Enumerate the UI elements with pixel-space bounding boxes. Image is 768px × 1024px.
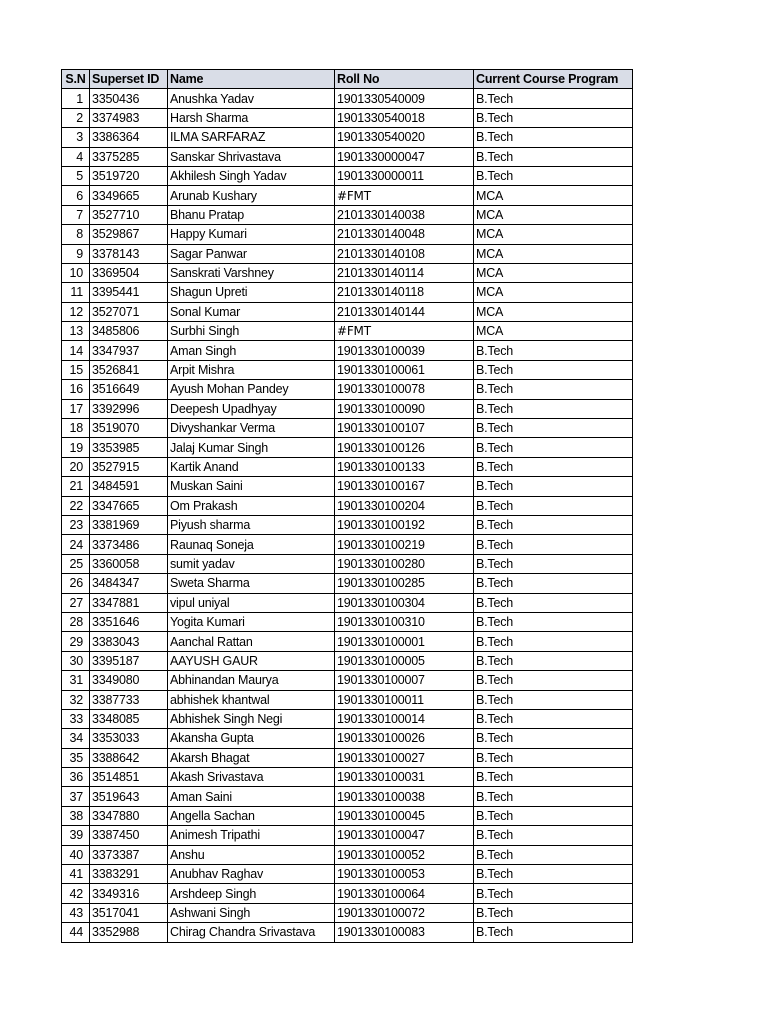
table-row — [62, 748, 633, 767]
cell-serial-number: 29 — [62, 632, 90, 651]
cell-superset-id: 3349080 — [90, 671, 168, 690]
cell-course-program: B.Tech — [474, 360, 633, 379]
cell-name: Jalaj Kumar Singh — [168, 438, 335, 457]
cell-serial-number: 39 — [62, 826, 90, 845]
table-row — [62, 903, 633, 922]
cell-course-program: B.Tech — [474, 108, 633, 127]
cell-name: Akhilesh Singh Yadav — [168, 166, 335, 185]
cell-course-program: B.Tech — [474, 457, 633, 476]
cell-course-program: B.Tech — [474, 884, 633, 903]
cell-superset-id: 3347880 — [90, 806, 168, 825]
table-row — [62, 477, 633, 496]
cell-roll-no: 1901330000011 — [335, 166, 474, 185]
cell-serial-number: 4 — [62, 147, 90, 166]
cell-superset-id: 3383043 — [90, 632, 168, 651]
table-row — [62, 865, 633, 884]
cell-roll-no: 1901330100126 — [335, 438, 474, 457]
table-row — [62, 205, 633, 224]
cell-course-program: MCA — [474, 205, 633, 224]
cell-course-program: B.Tech — [474, 554, 633, 573]
cell-serial-number: 16 — [62, 380, 90, 399]
cell-roll-no: #FMT — [335, 322, 474, 341]
cell-serial-number: 13 — [62, 322, 90, 341]
cell-roll-no: 1901330100133 — [335, 457, 474, 476]
table-row — [62, 166, 633, 185]
cell-superset-id: 3485806 — [90, 322, 168, 341]
cell-serial-number: 2 — [62, 108, 90, 127]
cell-serial-number: 6 — [62, 186, 90, 205]
cell-superset-id: 3351646 — [90, 612, 168, 631]
cell-superset-id: 3375285 — [90, 147, 168, 166]
table-row — [62, 923, 633, 942]
cell-name: ILMA SARFARAZ — [168, 128, 335, 147]
cell-name: Abhinandan Maurya — [168, 671, 335, 690]
table-row — [62, 574, 633, 593]
cell-name: Sonal Kumar — [168, 302, 335, 321]
cell-course-program: B.Tech — [474, 903, 633, 922]
cell-course-program: MCA — [474, 244, 633, 263]
cell-roll-no: #FMT — [335, 186, 474, 205]
cell-name: Ashwani Singh — [168, 903, 335, 922]
cell-superset-id: 3484347 — [90, 574, 168, 593]
cell-course-program: B.Tech — [474, 341, 633, 360]
cell-roll-no: 1901330100304 — [335, 593, 474, 612]
cell-course-program: B.Tech — [474, 593, 633, 612]
cell-course-program: B.Tech — [474, 671, 633, 690]
cell-superset-id: 3369504 — [90, 263, 168, 282]
cell-name: Piyush sharma — [168, 515, 335, 534]
student-table — [61, 69, 633, 943]
cell-serial-number: 42 — [62, 884, 90, 903]
cell-serial-number: 8 — [62, 225, 90, 244]
cell-roll-no: 1901330100078 — [335, 380, 474, 399]
table-row — [62, 399, 633, 418]
table-row — [62, 438, 633, 457]
cell-course-program: B.Tech — [474, 865, 633, 884]
cell-roll-no: 1901330100285 — [335, 574, 474, 593]
cell-course-program: B.Tech — [474, 845, 633, 864]
cell-name: Sanskrati Varshney — [168, 263, 335, 282]
cell-superset-id: 3373486 — [90, 535, 168, 554]
table-row — [62, 225, 633, 244]
cell-course-program: MCA — [474, 322, 633, 341]
cell-serial-number: 44 — [62, 923, 90, 942]
cell-name: Harsh Sharma — [168, 108, 335, 127]
cell-superset-id: 3387450 — [90, 826, 168, 845]
cell-serial-number: 14 — [62, 341, 90, 360]
cell-roll-no: 1901330100310 — [335, 612, 474, 631]
cell-course-program: B.Tech — [474, 496, 633, 515]
cell-name: Abhishek Singh Negi — [168, 709, 335, 728]
cell-roll-no: 1901330540009 — [335, 89, 474, 108]
cell-roll-no: 1901330100280 — [335, 554, 474, 573]
cell-superset-id: 3527710 — [90, 205, 168, 224]
cell-name: Arunab Kushary — [168, 186, 335, 205]
header-serial-number: S.N — [62, 70, 90, 89]
cell-roll-no: 2101330140048 — [335, 225, 474, 244]
cell-superset-id: 3347937 — [90, 341, 168, 360]
header-name: Name — [168, 70, 335, 89]
cell-serial-number: 25 — [62, 554, 90, 573]
cell-roll-no: 1901330100072 — [335, 903, 474, 922]
cell-course-program: B.Tech — [474, 806, 633, 825]
cell-serial-number: 22 — [62, 496, 90, 515]
cell-serial-number: 26 — [62, 574, 90, 593]
cell-name: Angella Sachan — [168, 806, 335, 825]
cell-roll-no: 1901330100039 — [335, 341, 474, 360]
table-row — [62, 690, 633, 709]
cell-name: Aanchal Rattan — [168, 632, 335, 651]
table-row — [62, 535, 633, 554]
cell-serial-number: 37 — [62, 787, 90, 806]
cell-course-program: B.Tech — [474, 166, 633, 185]
cell-name: sumit yadav — [168, 554, 335, 573]
cell-name: Akansha Gupta — [168, 729, 335, 748]
cell-name: Arshdeep Singh — [168, 884, 335, 903]
cell-superset-id: 3526841 — [90, 360, 168, 379]
cell-roll-no: 1901330100052 — [335, 845, 474, 864]
cell-roll-no: 1901330100107 — [335, 419, 474, 438]
cell-serial-number: 33 — [62, 709, 90, 728]
cell-roll-no: 2101330140114 — [335, 263, 474, 282]
cell-serial-number: 9 — [62, 244, 90, 263]
cell-superset-id: 3484591 — [90, 477, 168, 496]
cell-superset-id: 3387733 — [90, 690, 168, 709]
cell-course-program: MCA — [474, 225, 633, 244]
cell-serial-number: 36 — [62, 768, 90, 787]
cell-superset-id: 3374983 — [90, 108, 168, 127]
cell-course-program: B.Tech — [474, 128, 633, 147]
cell-roll-no: 1901330100204 — [335, 496, 474, 515]
table-header — [62, 70, 633, 89]
cell-roll-no: 1901330540018 — [335, 108, 474, 127]
table-row — [62, 283, 633, 302]
cell-roll-no: 1901330100011 — [335, 690, 474, 709]
table-row — [62, 147, 633, 166]
cell-serial-number: 30 — [62, 651, 90, 670]
cell-name: Sweta Sharma — [168, 574, 335, 593]
cell-name: Shagun Upreti — [168, 283, 335, 302]
cell-superset-id: 3360058 — [90, 554, 168, 573]
cell-course-program: B.Tech — [474, 632, 633, 651]
header-roll-no: Roll No — [335, 70, 474, 89]
cell-course-program: B.Tech — [474, 729, 633, 748]
cell-serial-number: 7 — [62, 205, 90, 224]
table-body — [62, 89, 633, 942]
cell-name: Arpit Mishra — [168, 360, 335, 379]
table-row — [62, 593, 633, 612]
table-row — [62, 806, 633, 825]
table-row — [62, 186, 633, 205]
cell-roll-no: 1901330100045 — [335, 806, 474, 825]
cell-superset-id: 3529867 — [90, 225, 168, 244]
cell-superset-id: 3381969 — [90, 515, 168, 534]
table-row — [62, 457, 633, 476]
cell-superset-id: 3352988 — [90, 923, 168, 942]
table-row — [62, 651, 633, 670]
cell-name: Muskan Saini — [168, 477, 335, 496]
cell-superset-id: 3350436 — [90, 89, 168, 108]
cell-name: Om Prakash — [168, 496, 335, 515]
table-row — [62, 263, 633, 282]
table-row — [62, 108, 633, 127]
cell-superset-id: 3527071 — [90, 302, 168, 321]
table-row — [62, 380, 633, 399]
cell-superset-id: 3514851 — [90, 768, 168, 787]
cell-superset-id: 3347665 — [90, 496, 168, 515]
cell-course-program: B.Tech — [474, 89, 633, 108]
cell-name: Anshu — [168, 845, 335, 864]
cell-course-program: B.Tech — [474, 535, 633, 554]
table-row — [62, 729, 633, 748]
cell-course-program: MCA — [474, 263, 633, 282]
cell-superset-id: 3519643 — [90, 787, 168, 806]
cell-roll-no: 1901330100038 — [335, 787, 474, 806]
cell-superset-id: 3353033 — [90, 729, 168, 748]
cell-roll-no: 1901330100061 — [335, 360, 474, 379]
table-row — [62, 341, 633, 360]
table-row — [62, 322, 633, 341]
table-row — [62, 360, 633, 379]
cell-course-program: B.Tech — [474, 574, 633, 593]
cell-name: abhishek khantwal — [168, 690, 335, 709]
cell-name: Divyshankar Verma — [168, 419, 335, 438]
table-row — [62, 302, 633, 321]
cell-serial-number: 34 — [62, 729, 90, 748]
cell-name: AAYUSH GAUR — [168, 651, 335, 670]
table-row — [62, 845, 633, 864]
cell-course-program: B.Tech — [474, 477, 633, 496]
cell-serial-number: 38 — [62, 806, 90, 825]
cell-serial-number: 15 — [62, 360, 90, 379]
cell-name: Sagar Panwar — [168, 244, 335, 263]
cell-course-program: B.Tech — [474, 787, 633, 806]
cell-roll-no: 1901330100014 — [335, 709, 474, 728]
cell-serial-number: 32 — [62, 690, 90, 709]
cell-course-program: B.Tech — [474, 651, 633, 670]
cell-roll-no: 2101330140108 — [335, 244, 474, 263]
cell-name: Raunaq Soneja — [168, 535, 335, 554]
cell-course-program: MCA — [474, 283, 633, 302]
cell-name: Surbhi Singh — [168, 322, 335, 341]
header-superset-id: Superset ID — [90, 70, 168, 89]
cell-serial-number: 20 — [62, 457, 90, 476]
cell-serial-number: 27 — [62, 593, 90, 612]
cell-name: Chirag Chandra Srivastava — [168, 923, 335, 942]
cell-serial-number: 28 — [62, 612, 90, 631]
table-row — [62, 89, 633, 108]
cell-superset-id: 3348085 — [90, 709, 168, 728]
table-row — [62, 768, 633, 787]
table-row — [62, 612, 633, 631]
cell-superset-id: 3347881 — [90, 593, 168, 612]
cell-name: Sanskar Shrivastava — [168, 147, 335, 166]
cell-name: Yogita Kumari — [168, 612, 335, 631]
cell-course-program: B.Tech — [474, 438, 633, 457]
cell-name: Aman Saini — [168, 787, 335, 806]
header-course-program: Current Course Program — [474, 70, 633, 89]
cell-course-program: B.Tech — [474, 748, 633, 767]
table-row — [62, 244, 633, 263]
cell-serial-number: 11 — [62, 283, 90, 302]
cell-serial-number: 5 — [62, 166, 90, 185]
cell-roll-no: 1901330100031 — [335, 768, 474, 787]
cell-roll-no: 1901330100083 — [335, 923, 474, 942]
cell-serial-number: 31 — [62, 671, 90, 690]
cell-roll-no: 1901330100219 — [335, 535, 474, 554]
cell-roll-no: 2101330140144 — [335, 302, 474, 321]
cell-superset-id: 3392996 — [90, 399, 168, 418]
table-row — [62, 826, 633, 845]
cell-name: Ayush Mohan Pandey — [168, 380, 335, 399]
cell-course-program: B.Tech — [474, 399, 633, 418]
cell-roll-no: 2101330140118 — [335, 283, 474, 302]
cell-course-program: B.Tech — [474, 419, 633, 438]
cell-serial-number: 19 — [62, 438, 90, 457]
cell-course-program: B.Tech — [474, 147, 633, 166]
cell-name: Bhanu Pratap — [168, 205, 335, 224]
cell-superset-id: 3349665 — [90, 186, 168, 205]
cell-roll-no: 1901330100005 — [335, 651, 474, 670]
cell-serial-number: 41 — [62, 865, 90, 884]
cell-roll-no: 1901330100167 — [335, 477, 474, 496]
cell-course-program: MCA — [474, 186, 633, 205]
cell-name: Animesh Tripathi — [168, 826, 335, 845]
cell-serial-number: 1 — [62, 89, 90, 108]
cell-superset-id: 3517041 — [90, 903, 168, 922]
cell-name: Aman Singh — [168, 341, 335, 360]
cell-superset-id: 3388642 — [90, 748, 168, 767]
cell-serial-number: 24 — [62, 535, 90, 554]
cell-serial-number: 40 — [62, 845, 90, 864]
cell-roll-no: 1901330100053 — [335, 865, 474, 884]
cell-course-program: MCA — [474, 302, 633, 321]
cell-serial-number: 3 — [62, 128, 90, 147]
cell-serial-number: 10 — [62, 263, 90, 282]
cell-roll-no: 1901330100001 — [335, 632, 474, 651]
cell-superset-id: 3383291 — [90, 865, 168, 884]
cell-roll-no: 1901330100047 — [335, 826, 474, 845]
cell-name: Anushka Yadav — [168, 89, 335, 108]
cell-course-program: B.Tech — [474, 923, 633, 942]
cell-course-program: B.Tech — [474, 768, 633, 787]
table-row — [62, 632, 633, 651]
cell-superset-id: 3395441 — [90, 283, 168, 302]
cell-superset-id: 3386364 — [90, 128, 168, 147]
cell-roll-no: 1901330100026 — [335, 729, 474, 748]
cell-superset-id: 3527915 — [90, 457, 168, 476]
cell-serial-number: 12 — [62, 302, 90, 321]
header-row — [62, 70, 633, 89]
table-row — [62, 671, 633, 690]
table-row — [62, 515, 633, 534]
table-row — [62, 709, 633, 728]
cell-superset-id: 3349316 — [90, 884, 168, 903]
cell-name: Akarsh Bhagat — [168, 748, 335, 767]
cell-name: Kartik Anand — [168, 457, 335, 476]
cell-superset-id: 3378143 — [90, 244, 168, 263]
cell-course-program: B.Tech — [474, 612, 633, 631]
cell-roll-no: 1901330000047 — [335, 147, 474, 166]
cell-serial-number: 35 — [62, 748, 90, 767]
cell-superset-id: 3516649 — [90, 380, 168, 399]
table-row — [62, 787, 633, 806]
cell-course-program: B.Tech — [474, 709, 633, 728]
cell-roll-no: 1901330100192 — [335, 515, 474, 534]
cell-serial-number: 21 — [62, 477, 90, 496]
cell-roll-no: 2101330140038 — [335, 205, 474, 224]
cell-roll-no: 1901330540020 — [335, 128, 474, 147]
table-row — [62, 554, 633, 573]
table-row — [62, 496, 633, 515]
cell-roll-no: 1901330100027 — [335, 748, 474, 767]
cell-roll-no: 1901330100090 — [335, 399, 474, 418]
cell-name: Deepesh Upadhyay — [168, 399, 335, 418]
cell-superset-id: 3519720 — [90, 166, 168, 185]
cell-course-program: B.Tech — [474, 690, 633, 709]
table-row — [62, 128, 633, 147]
cell-serial-number: 23 — [62, 515, 90, 534]
cell-name: vipul uniyal — [168, 593, 335, 612]
table-row — [62, 419, 633, 438]
cell-name: Akash Srivastava — [168, 768, 335, 787]
cell-course-program: B.Tech — [474, 826, 633, 845]
cell-name: Anubhav Raghav — [168, 865, 335, 884]
cell-superset-id: 3519070 — [90, 419, 168, 438]
cell-course-program: B.Tech — [474, 515, 633, 534]
cell-name: Happy Kumari — [168, 225, 335, 244]
cell-serial-number: 18 — [62, 419, 90, 438]
table-row — [62, 884, 633, 903]
cell-serial-number: 43 — [62, 903, 90, 922]
cell-course-program: B.Tech — [474, 380, 633, 399]
cell-superset-id: 3373387 — [90, 845, 168, 864]
cell-roll-no: 1901330100007 — [335, 671, 474, 690]
cell-superset-id: 3395187 — [90, 651, 168, 670]
cell-serial-number: 17 — [62, 399, 90, 418]
cell-roll-no: 1901330100064 — [335, 884, 474, 903]
cell-superset-id: 3353985 — [90, 438, 168, 457]
